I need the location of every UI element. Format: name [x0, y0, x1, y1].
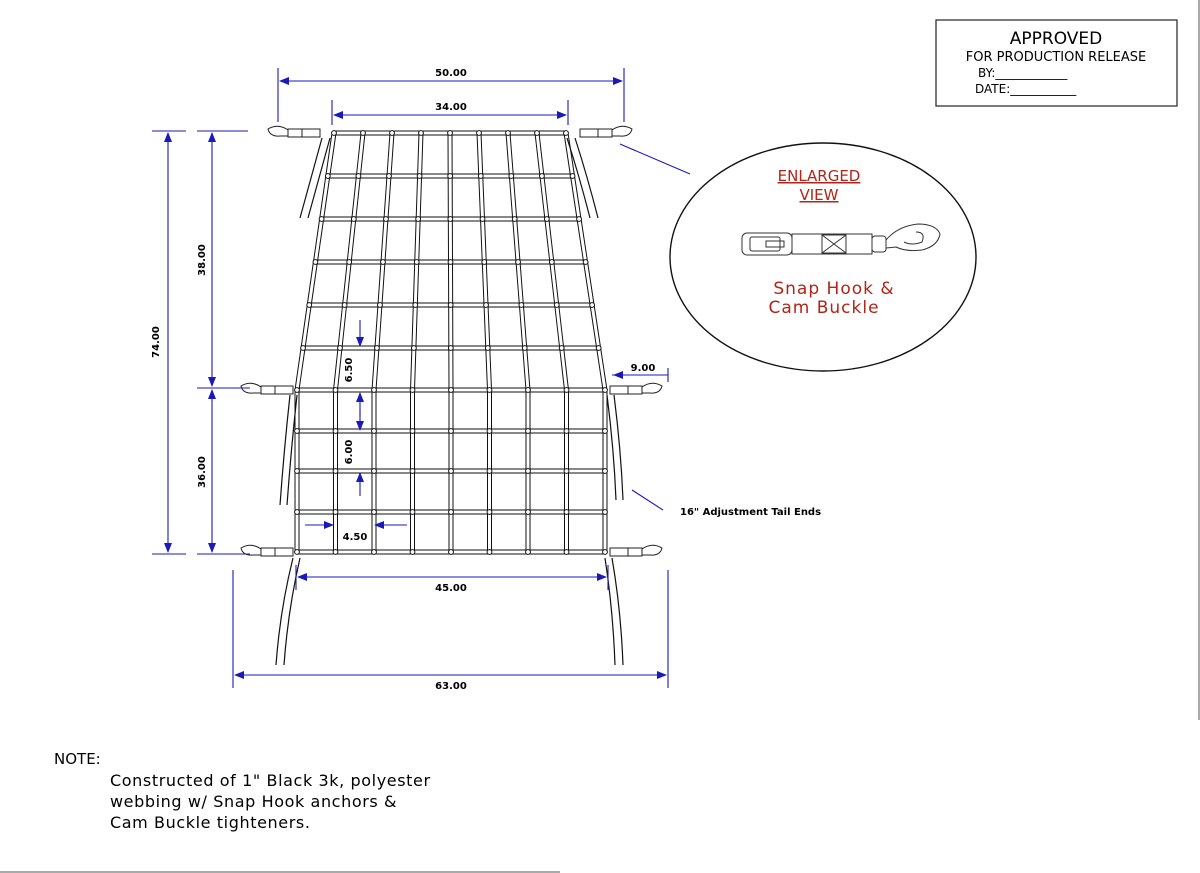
net-junction: [333, 388, 338, 393]
net-junction: [372, 510, 377, 515]
net-junction: [549, 260, 554, 265]
approval-title: APPROVED: [1009, 29, 1103, 49]
net-junction: [564, 550, 569, 555]
net-junction: [410, 469, 415, 474]
net-junction: [449, 429, 454, 434]
net-junction: [448, 174, 453, 179]
net-junction: [410, 429, 415, 434]
approval-by: BY:____________: [978, 66, 1068, 80]
net-junction: [448, 131, 453, 136]
net-junction: [390, 131, 395, 136]
net-column-strap: [506, 133, 530, 552]
net-column-strap: [448, 133, 453, 552]
net-junction: [448, 303, 453, 308]
net-junction: [325, 174, 330, 179]
net-junction: [477, 131, 482, 136]
dim-mesh-v2: 6.00: [344, 439, 355, 465]
net-junction: [544, 217, 549, 222]
net-column-strap: [477, 133, 492, 552]
net-junction: [487, 550, 492, 555]
net-junction: [554, 303, 559, 308]
net-junction: [577, 217, 582, 222]
dim-top-width: 50.00: [435, 68, 467, 79]
net-junction: [487, 429, 492, 434]
net-junction: [387, 174, 392, 179]
net-junction: [596, 346, 601, 351]
cargo-net: [295, 131, 608, 555]
enlarged-title-1: ENLARGED: [777, 167, 861, 185]
net-junction: [564, 510, 569, 515]
net-junction: [301, 346, 306, 351]
net-junction: [356, 174, 361, 179]
note-line-3: Cam Buckle tighteners.: [110, 813, 311, 832]
net-junction: [506, 131, 511, 136]
net-junction: [487, 510, 492, 515]
net-junction: [351, 217, 356, 222]
dim-mesh-v1: 6.50: [344, 357, 355, 383]
net-junction: [449, 469, 454, 474]
net-junction: [295, 510, 300, 515]
enlarged-title-2: VIEW: [799, 186, 839, 204]
enlarged-caption-1: Snap Hook &: [773, 279, 895, 299]
net-column-strap: [564, 133, 607, 552]
approval-date: DATE:___________: [975, 82, 1077, 96]
dim-total-height: 74.00: [151, 326, 162, 358]
net-junction: [482, 260, 487, 265]
snap-hook-buckle: [268, 126, 320, 137]
note-line-2: webbing w/ Snap Hook anchors &: [110, 792, 398, 811]
net-junction: [509, 174, 514, 179]
net-junction: [519, 303, 524, 308]
dim-upper-height: 38.00: [197, 244, 208, 276]
net-junction: [384, 217, 389, 222]
net-junction: [564, 469, 569, 474]
net-junction: [583, 260, 588, 265]
dim-top-inner: 34.00: [435, 102, 467, 113]
net-junction: [590, 303, 595, 308]
net-junction: [333, 550, 338, 555]
net-junction: [361, 131, 366, 136]
net-column-strap: [372, 133, 394, 552]
net-junction: [410, 388, 415, 393]
net-junction: [603, 469, 608, 474]
dim-lower-height: 36.00: [197, 456, 208, 488]
net-junction: [603, 510, 608, 515]
net-junction: [419, 131, 424, 136]
net-junction: [522, 346, 527, 351]
adjustment-callout: 16" Adjustment Tail Ends: [680, 507, 822, 518]
net-junction: [478, 174, 483, 179]
net-junction: [516, 260, 521, 265]
net-junction: [526, 429, 531, 434]
net-junction: [372, 429, 377, 434]
side-tails: [280, 395, 623, 505]
net-junction: [333, 429, 338, 434]
net-junction: [295, 550, 300, 555]
net-junction: [526, 550, 531, 555]
net-junction: [410, 510, 415, 515]
dim-side-tail: 9.00: [630, 363, 656, 374]
net-junction: [372, 469, 377, 474]
dim-mesh-h: 4.50: [342, 532, 368, 543]
net-junction: [448, 260, 453, 265]
net-junction: [410, 550, 415, 555]
net-junction: [449, 550, 454, 555]
net-junction: [526, 388, 531, 393]
net-junction: [342, 303, 347, 308]
net-junction: [487, 469, 492, 474]
net-junction: [448, 346, 453, 351]
net-junction: [603, 550, 608, 555]
net-junction: [375, 346, 380, 351]
net-junction: [372, 388, 377, 393]
net-junction: [535, 131, 540, 136]
enlarged-view: [670, 143, 976, 371]
net-junction: [319, 217, 324, 222]
net-junction: [295, 388, 300, 393]
approval-line1: FOR PRODUCTION RELEASE: [965, 50, 1147, 65]
net-junction: [333, 469, 338, 474]
net-junction: [381, 260, 386, 265]
net-junction: [295, 429, 300, 434]
net-junction: [512, 217, 517, 222]
net-junction: [295, 469, 300, 474]
net-junction: [540, 174, 545, 179]
net-junction: [347, 260, 352, 265]
net-column-strap: [535, 133, 569, 552]
note-heading: NOTE:: [54, 750, 101, 768]
net-junction: [372, 550, 377, 555]
dim-bottom-inner: 45.00: [435, 583, 467, 594]
net-junction: [564, 429, 569, 434]
net-junction: [480, 217, 485, 222]
net-junction: [487, 388, 492, 393]
net-junction: [332, 131, 337, 136]
net-junction: [526, 510, 531, 515]
net-junction: [485, 346, 490, 351]
net-junction: [564, 388, 569, 393]
dim-bottom-overall: 63.00: [435, 681, 467, 692]
net-junction: [338, 346, 343, 351]
net-junction: [564, 131, 569, 136]
net-junction: [307, 303, 312, 308]
net-junction: [603, 429, 608, 434]
net-junction: [484, 303, 489, 308]
net-junction: [526, 469, 531, 474]
snap-hooks: [241, 126, 662, 556]
net-junction: [413, 303, 418, 308]
net-junction: [448, 217, 453, 222]
net-junction: [416, 217, 421, 222]
net-junction: [570, 174, 575, 179]
net-column-strap: [295, 133, 336, 552]
net-junction: [417, 174, 422, 179]
net-junction: [333, 510, 338, 515]
approval-block: [936, 20, 1177, 106]
net-column-strap: [411, 133, 424, 552]
snap-hook-buckle: [580, 126, 632, 137]
snap-hook-buckle: [241, 383, 293, 394]
enlarged-caption-2: Cam Buckle: [768, 298, 880, 318]
net-junction: [449, 388, 454, 393]
net-junction: [378, 303, 383, 308]
net-junction: [603, 388, 608, 393]
net-junction: [559, 346, 564, 351]
net-junction: [411, 346, 416, 351]
snap-hook-buckle: [610, 545, 662, 556]
note-line-1: Constructed of 1" Black 3k, polyester: [110, 771, 431, 790]
net-junction: [414, 260, 419, 265]
bottom-tails: [276, 558, 623, 665]
snap-hook-buckle: [610, 383, 662, 394]
net-junction: [313, 260, 318, 265]
net-junction: [449, 510, 454, 515]
